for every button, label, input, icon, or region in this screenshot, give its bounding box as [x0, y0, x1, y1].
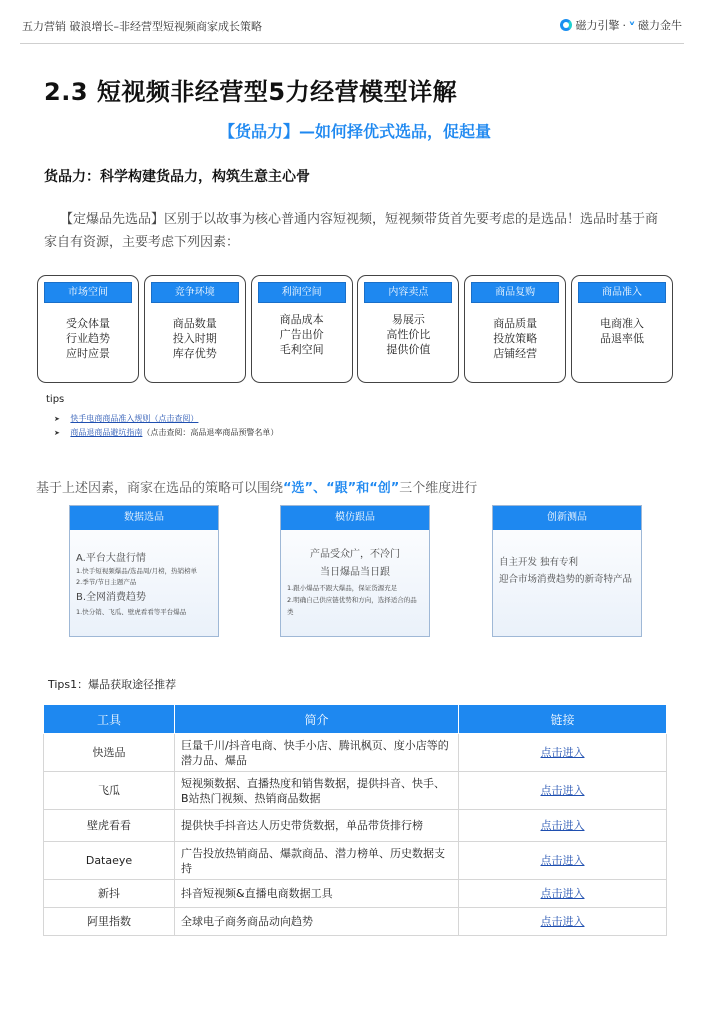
tips1-heading: Tips1：爆品获取途径推荐 [48, 678, 177, 691]
factor-card-body [358, 312, 458, 357]
strategy-card-title: 数据选品 [70, 506, 218, 530]
brand-logos [560, 17, 682, 33]
tool-desc: 广告投放热销商品、爆款商品、潜力榜单、历史数据支持 [175, 842, 459, 880]
tools-table [43, 704, 667, 936]
tips-item [54, 426, 278, 440]
tool-link[interactable]: 点击进入 [459, 880, 667, 908]
factor-line: 广告出价 [279, 328, 324, 341]
strategy-card-data [69, 505, 219, 637]
factor-card-title: 商品复购 [471, 282, 559, 303]
table-row [44, 734, 667, 772]
brand-separator: · [622, 18, 626, 32]
factor-line: 电商准入 [599, 317, 644, 330]
factor-card-repurchase [464, 275, 566, 383]
column-header-tool: 工具 [44, 705, 175, 734]
tool-desc: 抖音短视频&直播电商数据工具 [175, 880, 459, 908]
strategy-b-title: B.全网消费趋势 [76, 592, 147, 603]
tool-desc: 提供快手抖音达人历史带货数据，单品带货排行榜 [175, 810, 459, 842]
tool-name: 阿里指数 [44, 908, 175, 936]
strategy-card-title: 模仿跟品 [281, 506, 429, 530]
tool-desc: 全球电子商务商品动向趋势 [175, 908, 459, 936]
factor-card-body [465, 316, 565, 361]
factor-card-body [252, 312, 352, 357]
page-title: 2.3 短视频非经营型5力经营模型详解 [44, 78, 458, 106]
access-rules-link[interactable]: 快手电商商品准入规则（点击查阅） [70, 414, 199, 423]
tool-desc: 巨量千川/抖音电商、快手小店、腾讯枫页、度小店等的潜力品、爆品 [175, 734, 459, 772]
cili-jinniu-logo-icon: ᵛ [628, 18, 635, 32]
factor-line: 提供价值 [386, 343, 431, 356]
factor-card-title: 竞争环境 [151, 282, 239, 303]
factor-line: 毛利空间 [279, 343, 324, 356]
subtitle: 【货品力】—如何择优式选品，促起量 [218, 122, 491, 141]
factor-card-body [145, 316, 245, 361]
strategy-line: 自主开发 独有专利 [499, 557, 579, 568]
table-row [44, 810, 667, 842]
tool-link[interactable]: 点击进入 [459, 810, 667, 842]
factor-line: 高性价比 [386, 328, 431, 341]
brand-left-label: 磁力引擎 [575, 19, 620, 32]
factor-card-title: 市场空间 [44, 282, 132, 303]
return-guide-link[interactable]: 商品退商品避坑指南 [70, 428, 143, 437]
factor-card-body [38, 316, 138, 361]
strategy-line: 迎合市场消费趋势的新奇特产品 [499, 574, 633, 585]
tool-name: 壁虎看看 [44, 810, 175, 842]
tips-note: （点击查阅：高品退率商品预警名单） [142, 428, 279, 437]
factor-line: 投入时期 [172, 332, 217, 345]
tool-name: 快选品 [44, 734, 175, 772]
tool-link[interactable]: 点击进入 [459, 772, 667, 810]
strategy-a-title: A.平台大盘行情 [76, 553, 146, 564]
table-row [44, 880, 667, 908]
factor-line: 易展示 [391, 313, 425, 326]
factor-card-market [37, 275, 139, 383]
cili-engine-logo-icon [560, 19, 572, 31]
strategy-b-item: 1.快分销、飞瓜、壁虎看看等平台爆品 [76, 608, 187, 616]
intro-paragraph: 【定爆品先选品】区别于以故事为核心普通内容短视频，短视频带货首先要考虑的是选品！选品时基于商家自有资源，主要考虑下列因素： [44, 212, 659, 250]
factor-card-title: 商品准入 [578, 282, 666, 303]
table-row [44, 908, 667, 936]
document-title: 五力营销 破浪增长–非经营型短视频商家成长策略 [22, 20, 262, 33]
strategy-item: 1.跟小爆品不跟大爆品，保证货源充足 [287, 584, 398, 592]
factor-card-competition [144, 275, 246, 383]
factor-card-title: 利润空间 [258, 282, 346, 303]
table-row [44, 842, 667, 880]
strategy-line: 当日爆品当日跟 [320, 567, 390, 578]
table-row [44, 772, 667, 810]
strategy-prefix: 基于上述因素，商家在选品的策略可以围绕 [36, 481, 284, 496]
factor-card-access [571, 275, 673, 383]
factor-card-body [572, 316, 672, 346]
factor-line: 商品质量 [493, 317, 538, 330]
tool-link[interactable]: 点击进入 [459, 908, 667, 936]
factor-line: 受众体量 [66, 317, 110, 330]
strategy-a-item: 1.快手短视频爆品/选品周/月榜，热销榜单 [76, 567, 198, 575]
factor-line: 行业趋势 [66, 332, 110, 345]
column-header-link: 链接 [459, 705, 667, 734]
factor-line: 商品成本 [279, 313, 324, 326]
factor-line: 店铺经营 [493, 347, 538, 360]
factor-line: 应时应景 [66, 347, 110, 360]
factor-card-profit [251, 275, 353, 383]
tool-link[interactable]: 点击进入 [459, 842, 667, 880]
strategy-card-innovate [492, 505, 642, 637]
tips-item [54, 412, 278, 426]
factor-line: 品退率低 [599, 332, 644, 345]
section-heading: 货品力：科学构建货品力，构筑生意主心骨 [44, 169, 310, 185]
strategy-line: 产品受众广，不冷门 [310, 549, 400, 560]
strategy-sentence [36, 477, 477, 496]
table-header-row [44, 705, 667, 734]
brand-right-label: 磁力金牛 [638, 19, 682, 32]
strategy-suffix: 三个维度进行 [399, 481, 478, 496]
factor-card-title: 内容卖点 [364, 282, 452, 303]
factor-line: 投放策略 [493, 332, 538, 345]
strategy-card-follow [280, 505, 430, 637]
tips-label: tips [46, 394, 65, 405]
tool-link[interactable]: 点击进入 [459, 734, 667, 772]
tool-desc: 短视频数据、直播热度和销售数据，提供抖音、快手、B站热门视频、热销商品数据 [175, 772, 459, 810]
strategy-a-item: 2.季节/节日主题产品 [76, 578, 137, 586]
factor-line: 商品数量 [172, 317, 217, 330]
factor-line: 库存优势 [172, 347, 217, 360]
strategy-item: 2.明确自己供应链优势和方向，选择适合的品类 [287, 596, 417, 616]
tips-list [54, 412, 278, 440]
strategy-card-title: 创新测品 [493, 506, 641, 530]
column-header-desc: 简介 [175, 705, 459, 734]
page-header [20, 14, 684, 44]
tool-name: 飞瓜 [44, 772, 175, 810]
tool-name: Dataeye [44, 842, 175, 880]
strategy-highlight: “选”、“跟”和“创” [283, 481, 400, 496]
tool-name: 新抖 [44, 880, 175, 908]
factor-card-content [357, 275, 459, 383]
factor-cards [37, 275, 673, 383]
